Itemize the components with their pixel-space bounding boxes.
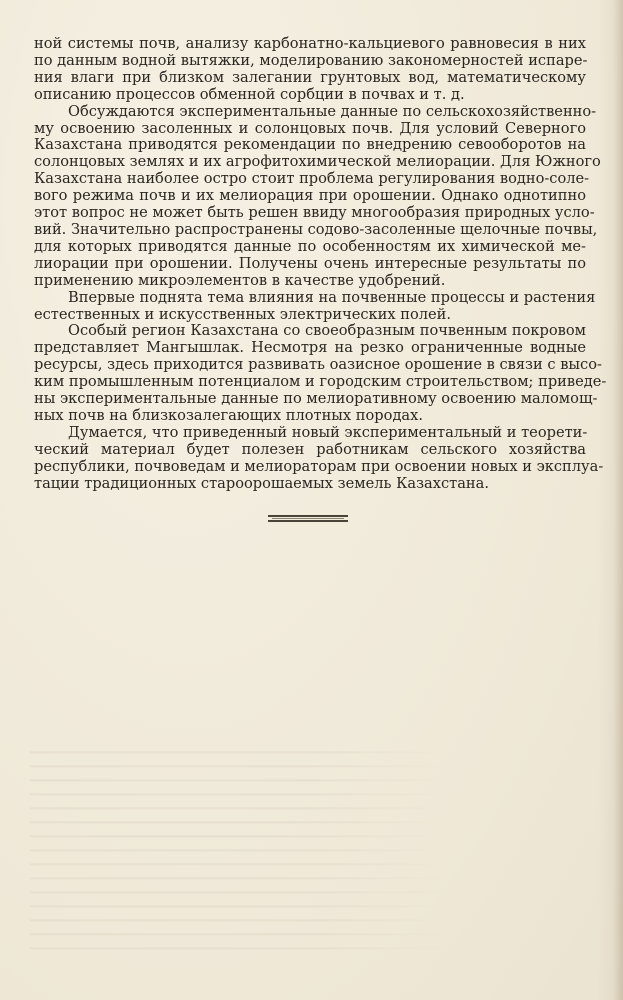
paragraph-4 <box>34 322 607 424</box>
text-line: ческий материал будет полезен работникам сельского хозяйства <box>34 440 586 458</box>
text-line: Казахстана наиболее остро стоит проблема регулирования водно-соле- <box>34 170 590 188</box>
text-line: по данным водной вытяжки, моделированию закономерностей испаре- <box>34 51 588 69</box>
ornament-rule-bottom <box>268 520 348 522</box>
text-line: для которых приводятся данные по особенностям их химической ме- <box>34 237 586 255</box>
show-through-texture <box>30 740 550 960</box>
ornament-rule-middle <box>272 518 344 519</box>
text-line: ресурсы, здесь приходится развивать оазисное орошение в связи с высо- <box>34 356 602 374</box>
text-line: ны экспериментальные данные по мелиоративному освоению маломощ- <box>34 390 598 408</box>
text-line: Особый регион Казахстана со своеобразным почвенным покровом <box>68 322 586 340</box>
text-line: естественных и искусственных электрических полей. <box>34 305 452 323</box>
text-line: ния влаги при близком залегании грунтовых вод, математическому <box>34 68 586 86</box>
paragraph-2 <box>34 102 601 290</box>
text-line: ной системы почв, анализу карбонатно-кальциевого равновесия в них <box>34 35 586 52</box>
paragraph-5 <box>34 423 604 493</box>
text-line: лиорации при орошении. Получены очень интересные результаты по <box>34 254 586 272</box>
text-line: солонцовых землях и их агрофитохимической мелиорации. Для Южного <box>34 153 601 171</box>
text-line: ных почв на близкозалегающих плотных породах. <box>34 406 423 424</box>
text-line: Впервые поднята тема влияния на почвенные процессы и растения <box>68 288 596 306</box>
paragraph-1 <box>34 36 586 104</box>
text-line: вий. Значительно распространены содово-засоленные щелочные почвы, <box>34 220 598 238</box>
text-line: представляет Мангышлак. Несмотря на резко ограниченные водные <box>34 339 586 357</box>
text-line: му освоению засоленных и солонцовых почв. Для условий Северного <box>34 119 586 137</box>
text-line: этот вопрос не может быть решен ввиду многообразия природных усло- <box>34 204 595 222</box>
section-end-ornament <box>268 515 348 522</box>
text-line: вого режима почв и их мелиорация при орошении. Однако однотипно <box>34 187 586 205</box>
page-edge-shadow <box>613 0 623 1000</box>
text-line: республики, почвоведам и мелиораторам при освоении новых и эксплуа- <box>34 457 604 475</box>
text-line: применению микроэлементов в качестве удобрений. <box>34 271 446 289</box>
ornament-rule-top <box>268 515 348 517</box>
text-line: Обсуждаются экспериментальные данные по сельскохозяйственно- <box>68 102 597 120</box>
text-line: описанию процессов обменной сорбции в почвах и т. д. <box>34 85 465 103</box>
text-line: Думается, что приведенный новый экспериментальный и теорети- <box>68 423 588 441</box>
text-line: Казахстана приводятся рекомендации по внедрению севооборотов на <box>34 136 586 154</box>
text-line: ким промышленным потенциалом и городским строительством; приведе- <box>34 373 607 391</box>
body-text <box>34 35 607 492</box>
text-line: тации традиционных староорошаемых земель Казахстана. <box>34 474 489 492</box>
paragraph-3 <box>34 288 596 324</box>
